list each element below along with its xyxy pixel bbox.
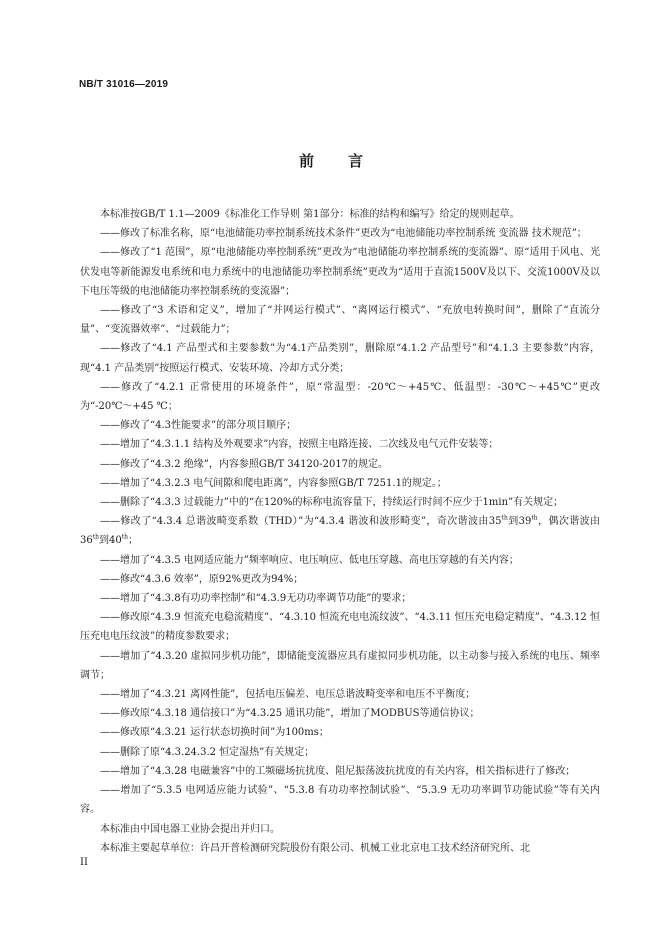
paragraph: ——增加了“4.3.21 离网性能”，包括电压偏差、电压总谐波畸变率和电压不平衡度；: [100, 689, 476, 701]
paragraph: ——增加了“4.3.5 电网适应能力”频率响应、电压响应、低电压穿越、高电压穿越的有关内容；: [100, 554, 519, 566]
paragraph: ——增加了“4.3.2.3 电气间隙和爬电距离”，内容参照GB/T 7251.1的规定。；: [100, 477, 447, 489]
harmonics-text: ；: [128, 535, 139, 547]
paragraph: ——修改原“4.3.18 通信接口”为“4.3.25 通讯功能”，增加了MODBUS等通信协议；: [100, 708, 480, 720]
paragraph: ——修改了“4.2.1 正常使用的环境条件”，原“常温型：-20℃～+45℃、低温型：-30℃～+45℃”更改为“-20℃～+45 ℃；: [80, 381, 600, 413]
paragraph: ——增加了“5.3.5 电网适应能力试验”、“5.3.8 有功功率控制试验”、“5.3.9 无功功率调节功能试验”等有关内容。: [80, 785, 600, 816]
page-number: II: [80, 857, 88, 868]
paragraph: ——增加了“4.3.8有功功率控制”和“4.3.9无功功率调节功能”的要求；: [100, 593, 412, 605]
superscript: th: [501, 514, 508, 522]
page-title: 前言: [298, 152, 397, 170]
paragraph: ——删除了原“4.3.24.3.2 恒定湿热”有关规定；: [100, 746, 315, 758]
paragraph: ——增加了“4.3.20 虚拟同步机功能”，即储能变流器应具有虚拟同步机功能，以主动参与接入系统的电压、频率调节；: [80, 650, 600, 681]
paragraph: ——修改了“4.1 产品型式和主要参数”为“4.1产品类别”，删除原“4.1.2 产品型号”和“4.1.3 主要参数”内容，现“4.1 产品类别”按照运行模式、安装环境、冷却方式分类；: [80, 343, 600, 374]
paragraph: 本标准由中国电器工业协会提出并归口。: [100, 823, 280, 835]
paragraph: ——修改了标准名称，原“电池储能功率控制系统技术条件”更改为“电池储能功率控制系统 变流器 技术规范”；: [100, 228, 587, 240]
paragraph: ——增加了“4.3.1.1 结构及外观要求”内容，按照主电路连接、二次线及电气元件安装等；: [100, 439, 499, 451]
paragraph: ——增加了“4.3.28 电磁兼容”中的工频磁场抗扰度、阻尼振荡波抗扰度的有关内容，相关指标进行了修改；: [100, 765, 576, 777]
paragraph: ——修改原“4.3.21 运行状态切换时间”为100ms；: [100, 727, 329, 739]
paragraph: 本标准按GB/T 1.1—2009《标准化工作导则 第1部分：标准的结构和编写》给定的规则起草。: [100, 209, 520, 220]
superscript: th: [531, 514, 538, 522]
superscript: th: [121, 534, 129, 542]
harmonics-text: ，偶次谐波由36: [80, 516, 601, 547]
harmonics-text: 到39: [507, 516, 532, 528]
paragraph: ——修改原“4.3.9 恒流充电稳流精度”、“4.3.10 恒流充电电流纹波”、“4.3.11 恒压充电稳定精度”、“4.3.12 恒压充电电压纹波”的精度参数要求；: [80, 612, 600, 643]
paragraph: ——修改了“3 术语和定义”，增加了“并网运行模式”、“离网运行模式”、“充放电转换时间”，删除了“直流分量”、“变流器效率”、“过载能力”；: [80, 305, 600, 336]
harmonics-text: ——修改了“4.3.4 总谐波畸变系数（THD）”为“4.3.4 谐波和波形畸变”，奇次谐波由35: [100, 516, 502, 528]
standard-number: NB/T 31016—2019: [79, 79, 169, 90]
paragraph: 本标准主要起草单位：许昌开普检测研究院股份有限公司、机械工业北京电工技术经济研究所、北: [100, 842, 530, 854]
harmonics-text: 到40: [99, 535, 122, 547]
paragraph: ——修改了“4.3.2 绝缘”，内容参照GB/T 34120-2017的规定。: [100, 458, 389, 470]
paragraph: ——修改“4.3.6 效率”，原92%更改为94%；: [100, 573, 304, 585]
paragraph-harmonics: [80, 512, 600, 550]
foreword-body: [80, 205, 600, 858]
paragraph: ——修改了“1 范围”，原“电池储能功率控制系统”更改为“电池储能功率控制系统的变流器”、原“适用于风电、光伏发电等新能源发电系统和电力系统中的电池储能功率控制系统”更改为“适用于直流1500V及以下、交流1000V及以下电压等级的电池储能功率控制系统的变流器”；: [80, 247, 600, 297]
superscript: th: [92, 534, 100, 542]
paragraph: ——删除了“4.3.3 过载能力”中的“在120%的标称电流容量下，持续运行时间不应少于1min”有关规定；: [100, 497, 564, 509]
paragraph: ——修改了“4.3性能要求”的部分项目顺序；: [100, 420, 297, 432]
